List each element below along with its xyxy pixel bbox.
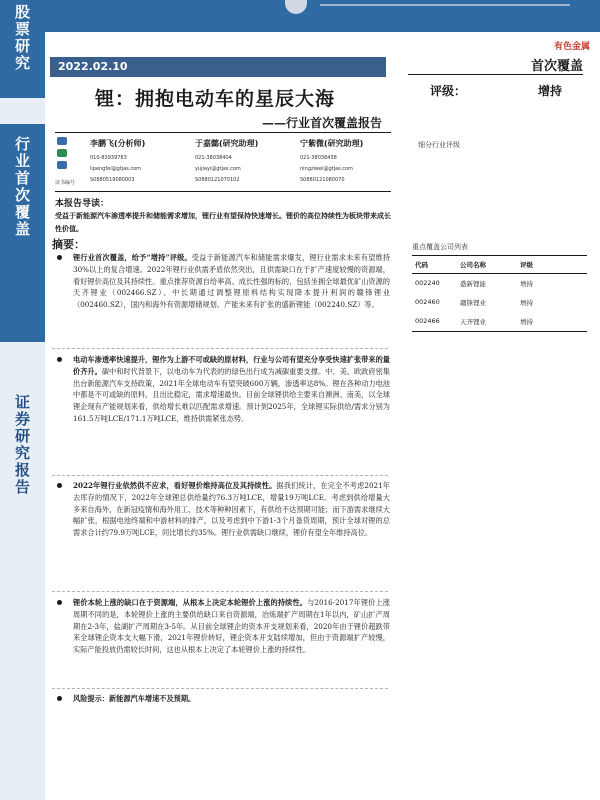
bullet-lead: 电动车渗透率快速提升，锂作为上游不可或缺的原材料，行业与公司有望充分享受快速扩张带来的量价齐升。	[73, 355, 390, 376]
sidebar-gap	[0, 98, 45, 124]
bullet-text: 据我们统计，在完全不考虑2021年去库存的情况下，2022年全球锂总供给量约76.3万吨LCE，增量19万吨LCE。考虑到供给增量大多来自海外，在新冠疫情和海外用工、技术等种种因素下，有供给不达预期可能；而下游需求继续大幅扩张，根据电池终端和中游材料的排产，以及考虑到中下游1-3个月备货周期，预计全球对锂的总需求合计约79.9万吨LCE，同比增长约35%。锂行业供需缺口继续，锂价有望全年维持高位。	[73, 481, 390, 538]
sub-industry-rating-label: 细分行业评级	[418, 141, 460, 149]
sidebar-top-band	[0, 0, 45, 98]
summary-bullet	[52, 480, 390, 539]
bullet-text: 碳中和时代背景下，以电动车为代表的的绿色出行成为减碳重要支撑。中、美、欧政府密集出台新能源汽车支持政策，2021年全球电动车有望突破600万辆，渗透率达8%。锂在各种动力电池中都是不可或缺的原料，且出比稳定，需求增速最快。目前全球锂供给主要来自澳洲、南美，以全球锂企现有产能规划来看，供给增长难以匹配需求增速。预计到2025年，全球锂实际供给/需求分别为161.5万吨LCE/171.1万吨LCE，维持供需紧张态势。	[73, 366, 390, 423]
analyst-email[interactable]: yujiayi@gtjas.com	[195, 166, 241, 172]
bullet-lead: 锂价本轮上涨的缺口在于资源端，从根本上决定本轮锂价上涨的持续性。	[73, 598, 308, 607]
analyst-cert: S0880519080003	[90, 177, 135, 183]
top-banner	[45, 0, 600, 32]
guide-text: 受益于新能源汽车渗透率提升和储能需求增加，锂行业有望保持快速增长。锂价的高位持续性为板块带来成长性价值。	[55, 211, 391, 233]
column-header: 代码	[415, 261, 428, 269]
analyst-name: 宁紫微(研究助理)	[300, 139, 364, 148]
bullet-lead: 2022年锂行业依然供不应求，看好锂价维持高位及其持续性。	[73, 481, 277, 490]
table-row	[412, 293, 587, 312]
analyst-phone: 021-38038404	[195, 155, 232, 161]
table-header-row	[412, 255, 587, 274]
table-cell: 赣锋锂业	[460, 299, 486, 307]
analyst-phone: 021-38038438	[300, 155, 337, 161]
bullet-divider	[52, 591, 388, 592]
table-cell: 增持	[520, 299, 533, 307]
analyst-block	[55, 132, 391, 192]
analyst-icons	[57, 137, 85, 173]
phone-icon	[57, 149, 67, 157]
table-cell: 002466	[415, 317, 440, 325]
table-cell: 002460	[415, 298, 440, 306]
report-subtitle: ——行业首次覆盖报告	[262, 116, 383, 130]
bullet-divider	[52, 688, 388, 689]
bullet-text: 受益于新能源汽车和储能需求爆发，锂行业需求未来有望维持30%以上的复合增速。2022年锂行业供需矛盾依然突出，且供需缺口在于扩产速度较慢的资源端，看好锂价高位及其持续性。重点推荐资源自给率高、成长性强的标的，包括坐拥全球最优矿山资源的天齐锂业（002466.SZ）、中长期通过调整锂原料结构实现降本提升利润的赣锋锂业（002460.SZ），国内和海外有资源增储规划、产能未来有扩张的盛新锂能（002240.SZ）等。	[73, 253, 390, 310]
bullet-divider	[52, 475, 388, 476]
sidebar-middle-label: 行业首次覆盖	[13, 136, 31, 238]
bullet-lead: 风险提示：新能源汽车增速不及预期。	[73, 694, 196, 703]
logo-mark-icon	[285, 0, 307, 14]
summary-bullet	[52, 252, 390, 311]
analyst-name: 李鹏飞(分析师)	[90, 139, 146, 148]
summary-bullet	[52, 597, 390, 656]
sidebar-bottom-label: 证券研究报告	[13, 394, 31, 496]
analyst-email[interactable]: ningziwei@gtjas.com	[300, 166, 353, 172]
analyst-phone: 010-83939783	[90, 155, 127, 161]
column-header: 公司名称	[460, 261, 486, 269]
sidebar-bottom-band	[0, 342, 45, 800]
table-cell: 增持	[520, 280, 533, 288]
analyst-card	[90, 138, 195, 186]
bullet-text: 与2016-2017年锂价上涨周期不同的是，本轮锂价上涨的主要供给缺口来自资源端，冶炼端扩产周期在1年以内，矿山扩产周期在2-3年，盐湖扩产周期在3-5年。从目前全球锂企的资本开支规划来看，2020年由于锂价超跌带来全球锂企资本支大幅下滑，2021年锂价转好，锂企资本开支陆续增加，但由于资源端扩产较慢，实际产能投放仍需较长时间，这也从根本上决定了本轮锂价上涨的持续性。	[73, 598, 390, 655]
coverage-table-title: 重点覆盖公司列表	[412, 243, 468, 251]
column-header: 评级	[520, 261, 533, 269]
report-title: 锂：拥抱电动车的星辰大海	[95, 88, 336, 110]
bullet-dot-icon	[57, 696, 62, 701]
rating-label: 评级：	[430, 84, 467, 98]
analyst-name: 于嘉懿(研究助理)	[195, 139, 259, 148]
cert-label: 证书编号	[55, 180, 76, 186]
person-icon	[57, 137, 67, 145]
summary-title: 摘要：	[52, 238, 85, 251]
summary-bullet	[52, 354, 390, 425]
report-date: 2022.02.10	[58, 60, 128, 73]
coverage-table	[412, 255, 587, 332]
summary-bullet	[52, 693, 390, 705]
table-cell: 增持	[520, 318, 533, 326]
analyst-email[interactable]: lipengfei@gtjas.com	[90, 166, 142, 172]
analyst-card	[300, 138, 405, 186]
email-icon	[57, 161, 67, 169]
table-cell: 天齐锂业	[460, 318, 486, 326]
bullet-lead: 锂行业首次覆盖，给予“增持”评级。	[73, 253, 192, 262]
bullet-dot-icon	[57, 483, 62, 488]
left-sidebar	[0, 0, 45, 800]
sidebar-middle-band	[0, 124, 45, 342]
industry-tag: 有色金属	[553, 42, 590, 52]
bullet-dot-icon	[57, 255, 62, 260]
bullet-dot-icon	[57, 600, 62, 605]
coverage-type: 首次覆盖	[408, 55, 583, 75]
bullet-dot-icon	[57, 357, 62, 362]
rating-value: 增持	[538, 84, 563, 98]
date-bar	[50, 57, 386, 77]
guide-title: 本报告导读：	[55, 199, 110, 209]
bullet-divider	[52, 348, 388, 349]
table-cell: 盛新锂能	[460, 280, 486, 288]
analyst-cert: S0880121070102	[195, 177, 240, 183]
sidebar-top-label: 股票研究	[13, 4, 31, 72]
analyst-card	[195, 138, 300, 186]
analyst-cert: S0880121080070	[300, 177, 345, 183]
table-row	[412, 312, 587, 332]
table-cell: 002240	[415, 279, 440, 287]
table-row	[412, 274, 587, 293]
banner-divider	[320, 4, 570, 8]
